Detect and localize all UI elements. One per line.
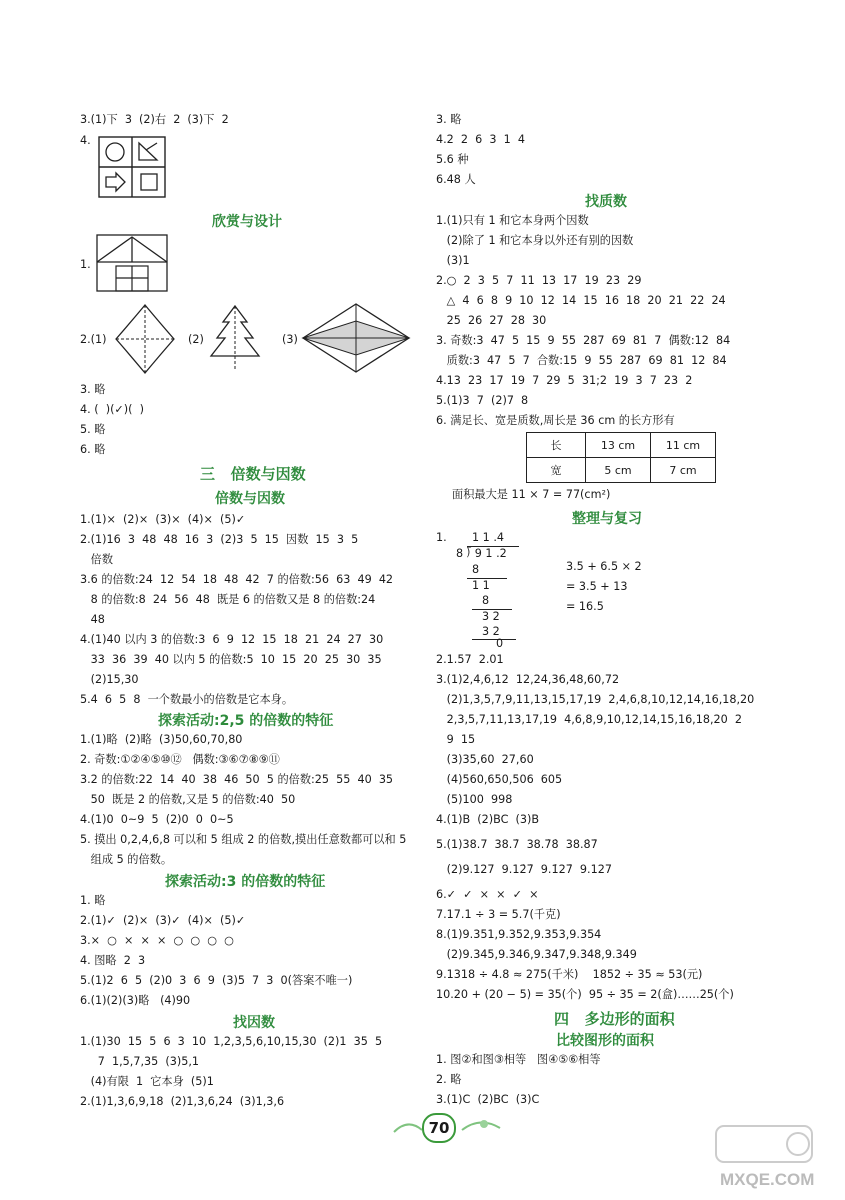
table-cell: 13 cm (586, 433, 651, 458)
answer-line: 8.(1)9.351,9.352,9.353,9.354 (436, 928, 602, 941)
tree-figure (205, 302, 265, 372)
answer-line: 3. 略 (80, 383, 106, 396)
answer-line: 6.48 人 (436, 173, 476, 186)
answer-line: 6. 略 (80, 443, 106, 456)
answer-line: 5.(1)3 7 (2)7 8 (436, 394, 529, 407)
answer-line: 2.(1) (80, 333, 107, 346)
answer-line: 4. ( )(✓)( ) (80, 403, 145, 416)
answer-line: 3.6 的倍数:24 12 54 18 48 42 7 的倍数:56 63 49 42 (80, 573, 394, 586)
answer-line: (2)1,3,5,7,9,11,13,15,17,19 2,4,6,8,10,12,14,16,18,20 (436, 693, 755, 706)
house-figure (96, 234, 168, 292)
answer-line: 8 的倍数:8 24 56 48 既是 6 的倍数又是 8 的倍数:24 (80, 593, 376, 606)
answer-line: 5.(1)38.7 38.7̇ 38.7̇8̇ 38.8̇7̇ (436, 838, 598, 851)
answer-line: 7 1,5,7,35 (3)5,1 (80, 1055, 200, 1068)
answer-line: 3.(1)下 3 (2)右 2 (3)下 2 (80, 113, 229, 126)
answer-line: 2.(1)✓ (2)× (3)✓ (4)× (5)✓ (80, 914, 246, 927)
section-heading: 探索活动:3 的倍数的特征 (165, 874, 326, 890)
answer-line: 4. (80, 134, 91, 147)
answer-line: 2.○ 2 3 5 7 11 13 17 19 23 29 (436, 274, 642, 287)
division-dividend: 8 ⟌ 9 1 .2 (456, 547, 507, 560)
answer-line: 3. 略 (436, 113, 462, 126)
answer-line: 面积最大是 11 × 7 = 77(cm²) (452, 488, 611, 501)
answer-line: 2.(1)16 3 48 48 16 3 (2)3 5 15 因数 15 3 5 (80, 533, 359, 546)
shape-grid-figure (98, 136, 166, 198)
section-heading: 欣赏与设计 (212, 214, 282, 230)
table-header-length: 长 (527, 433, 586, 458)
division-step: 3 2 (482, 625, 500, 638)
answer-line: 5.6 种 (436, 153, 469, 166)
unit-heading: 三 倍数与因数 (200, 465, 306, 483)
answer-line: 5.(1)2 6 5 (2)0 3 6 9 (3)5 7 3 0(答案不唯一) (80, 974, 353, 987)
answer-line: 3.(1)C (2)BC (3)C (436, 1093, 540, 1106)
answer-line: 质数:3 47 5 7 合数:15 9 55 287 69 81 12 84 (436, 354, 727, 367)
answer-line: 25 26 27 28 30 (436, 314, 547, 327)
answer-line: (5)100 998 (436, 793, 513, 806)
unit-heading: 四 多边形的面积 (554, 1010, 675, 1028)
answer-line: 3.× ○ × × × ○ ○ ○ ○ (80, 934, 234, 947)
division-quotient: 1 1 .4 (472, 531, 505, 544)
answer-line: 1. (436, 531, 447, 544)
table-cell: 7 cm (651, 458, 716, 483)
answer-line: 2. 略 (436, 1073, 462, 1086)
calc-line: = 3.5 + 13 (566, 580, 628, 593)
answer-line: 9 15 (436, 733, 476, 746)
flower-figure (112, 301, 178, 377)
page-number: 70 (422, 1113, 456, 1143)
answer-line: 1. 略 (80, 894, 106, 907)
answer-line: 1.(1)只有 1 和它本身两个因数 (436, 214, 589, 227)
answer-line: 4.13 23 17 19 7 29 5 31;2 19 3 7 23 2 (436, 374, 693, 387)
calc-line: 3.5 + 6.5 × 2 (566, 560, 642, 573)
answer-line: 5. 摸出 0,2,4,6,8 可以和 5 组成 2 的倍数,摸出任意数都可以和 5 (80, 833, 407, 846)
answer-line: 3.2 的倍数:22 14 40 38 46 50 5 的倍数:25 55 40 35 (80, 773, 394, 786)
answer-line: 1.(1)× (2)× (3)× (4)× (5)✓ (80, 513, 246, 526)
division-step: 8 (472, 563, 480, 576)
section-heading: 找因数 (233, 1015, 275, 1031)
table-cell: 11 cm (651, 433, 716, 458)
answer-line: (2)9.345,9.346,9.347,9.348,9.349 (436, 948, 637, 961)
answer-line: (2) (188, 333, 204, 346)
answer-line: △ 4 6 8 9 10 12 14 15 16 18 20 21 22 24 (436, 294, 726, 307)
answer-line: (2)除了 1 和它本身以外还有别的因数 (436, 234, 634, 247)
answer-line: 倍数 (80, 553, 114, 566)
watermark-text: MXQE.COM (720, 1170, 815, 1189)
answer-line: 1.(1)略 (2)略 (3)50,60,70,80 (80, 733, 243, 746)
section-heading: 整理与复习 (572, 511, 642, 527)
division-step: 3 2 (482, 610, 500, 623)
answer-line: 3.(1)2,4,6,12 12,24,36,48,60,72 (436, 673, 620, 686)
answer-line: 7.17.1 ÷ 3 = 5.7(千克) (436, 908, 561, 921)
answer-line: (3)1 (436, 254, 470, 267)
answer-line: 50 既是 2 的倍数,又是 5 的倍数:40 50 (80, 793, 296, 806)
answer-line: 4.2 2 6 3 1 4 (436, 133, 525, 146)
division-remainder: 0 (496, 637, 504, 650)
answer-line: 1. (80, 258, 91, 271)
answer-line: 5. 略 (80, 423, 106, 436)
answer-line: 6.✓ ✓ × × ✓ × (436, 888, 539, 901)
answer-line: 1.(1)30 15 5 6 3 10 1,2,3,5,6,10,15,30 (2)1 35 5 (80, 1035, 383, 1048)
answer-line: (4)有限 1 它本身 (5)1 (80, 1075, 214, 1088)
answer-line: (3)35,60 27,60 (436, 753, 534, 766)
calc-line: = 16.5 (566, 600, 604, 613)
rectangle-table (526, 432, 716, 483)
answer-line: 2,3,5,7,11,13,17,19 4,6,8,9,10,12,14,15,16,18,20 2 (436, 713, 743, 726)
answer-line: 48 (80, 613, 105, 626)
division-step: 1 1 (472, 579, 490, 592)
section-heading: 找质数 (585, 194, 627, 210)
answer-line: 10.20 + (20 − 5) = 35(个) 95 ÷ 35 = 2(盒)……25(个) (436, 988, 734, 1001)
table-cell: 5 cm (586, 458, 651, 483)
answer-line: 组成 5 的倍数。 (80, 853, 173, 866)
answer-line: (2)9.127 9.12̇7̇ 9.1̇27̇ 9.127 (436, 863, 612, 876)
answer-line: 9.1318 ÷ 4.8 ≈ 275(千米) 1852 ÷ 35 ≈ 53(元) (436, 968, 703, 981)
answer-line: (2)15,30 (80, 673, 139, 686)
answer-line: 3. 奇数:3 47 5 15 9 55 287 69 81 7 偶数:12 84 (436, 334, 731, 347)
long-division (452, 531, 522, 651)
answer-line: 5.4 6 5 8 一个数最小的倍数是它本身。 (80, 693, 294, 706)
answer-line: 4.(1)40 以内 3 的倍数:3 6 9 12 15 18 21 24 27 30 (80, 633, 384, 646)
answer-line: (4)560,650,506 605 (436, 773, 563, 786)
answer-line: 1. 图②和图③相等 图④⑤⑥相等 (436, 1053, 601, 1066)
diamond-figure (300, 301, 412, 377)
watermark-logo (712, 1120, 822, 1170)
answer-line: 33 36 39 40 以内 5 的倍数:5 10 15 20 25 30 35 (80, 653, 382, 666)
answer-line: (3) (282, 333, 298, 346)
section-heading: 倍数与因数 (215, 491, 285, 507)
answer-line: 4. 图略 2 3 (80, 954, 146, 967)
answer-line: 4.(1)0 0~9 5 (2)0 0 0~5 (80, 813, 234, 826)
answer-line: 6. 满足长、宽是质数,周长是 36 cm 的长方形有 (436, 414, 675, 427)
section-heading: 比较图形的面积 (556, 1033, 654, 1049)
answer-line: 6.(1)(2)(3)略 (4)90 (80, 994, 191, 1007)
answer-line: 2. 奇数:①②④⑤⑩⑫ 偶数:③⑥⑦⑧⑨⑪ (80, 753, 280, 766)
answer-line: 2.(1)1,3,6,9,18 (2)1,3,6,24 (3)1,3,6 (80, 1095, 285, 1108)
section-heading: 探索活动:2,5 的倍数的特征 (158, 713, 334, 729)
answer-line: 4.(1)B (2)BC (3)B (436, 813, 540, 826)
answer-line: 2.1.57 2.01 (436, 653, 504, 666)
table-header-width: 宽 (527, 458, 586, 483)
division-step: 8 (482, 594, 490, 607)
